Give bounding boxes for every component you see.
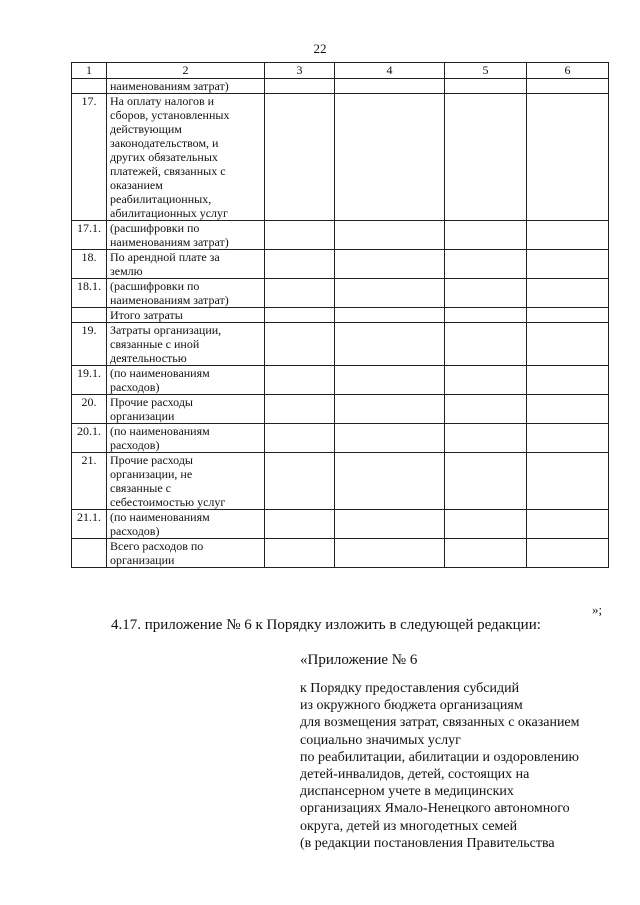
cost-item-line: По арендной плате за bbox=[110, 250, 220, 264]
value-cell bbox=[335, 79, 445, 94]
row-number: 17.1. bbox=[72, 221, 107, 250]
appendix-line: из окружного бюджета организациям bbox=[300, 698, 523, 714]
cost-item-line: себестоимостью услуг bbox=[110, 495, 226, 509]
cost-item-line: платежей, связанных с bbox=[110, 164, 226, 178]
value-cell bbox=[527, 366, 609, 395]
value-cell bbox=[527, 453, 609, 510]
table-row bbox=[72, 510, 609, 539]
value-cell bbox=[445, 453, 527, 510]
appendix-line: организациях Ямало-Ненецкого автономного bbox=[300, 801, 570, 817]
value-cell bbox=[445, 279, 527, 308]
table-body bbox=[72, 63, 609, 568]
value-cell bbox=[527, 395, 609, 424]
appendix-line: к Порядку предоставления субсидий bbox=[300, 681, 520, 696]
value-cell bbox=[527, 221, 609, 250]
column-header: 4 bbox=[335, 63, 445, 79]
value-cell bbox=[527, 94, 609, 221]
value-cell bbox=[445, 539, 527, 568]
value-cell bbox=[335, 94, 445, 221]
cost-item-name bbox=[107, 323, 265, 366]
cost-item-line: абилитационных услуг bbox=[110, 206, 228, 220]
cost-item-line: связанные с bbox=[110, 481, 171, 495]
value-cell bbox=[445, 308, 527, 323]
column-header: 3 bbox=[265, 63, 335, 79]
value-cell bbox=[265, 424, 335, 453]
appendix-title: «Приложение № 6 bbox=[300, 652, 418, 668]
appendix-line: социально значимых услуг bbox=[300, 732, 461, 748]
cost-item-line: организации bbox=[110, 409, 175, 423]
row-number: 20. bbox=[72, 395, 107, 424]
cost-item-line: (по наименованиям bbox=[110, 510, 210, 524]
cost-item-line: действующим bbox=[110, 122, 182, 136]
table-row bbox=[72, 366, 609, 395]
cost-item-line: сборов, установленных bbox=[110, 108, 230, 122]
value-cell bbox=[335, 424, 445, 453]
value-cell bbox=[335, 539, 445, 568]
value-cell bbox=[265, 539, 335, 568]
value-cell bbox=[265, 221, 335, 250]
appendix-line: детей-инвалидов, детей, состоящих на bbox=[300, 767, 530, 783]
table-row bbox=[72, 395, 609, 424]
value-cell bbox=[335, 323, 445, 366]
value-cell bbox=[335, 221, 445, 250]
cost-item-line: реабилитационных, bbox=[110, 192, 212, 206]
cost-item-name bbox=[107, 79, 265, 94]
row-number: 18.1. bbox=[72, 279, 107, 308]
value-cell bbox=[445, 323, 527, 366]
closing-quote: »; bbox=[592, 602, 603, 617]
value-cell bbox=[445, 424, 527, 453]
value-cell bbox=[335, 366, 445, 395]
table-row bbox=[72, 424, 609, 453]
cost-item-name bbox=[107, 539, 265, 568]
cost-item-name bbox=[107, 510, 265, 539]
row-number: 17. bbox=[72, 94, 107, 221]
cost-item-line: расходов) bbox=[110, 524, 160, 538]
cost-item-line: других обязательных bbox=[110, 150, 218, 164]
cost-item-line: (по наименованиям bbox=[110, 366, 210, 380]
cost-item-name bbox=[107, 395, 265, 424]
value-cell bbox=[335, 395, 445, 424]
value-cell bbox=[527, 323, 609, 366]
cost-item-name bbox=[107, 308, 265, 323]
cost-item-line: землю bbox=[110, 264, 143, 278]
cost-item-line: Итого затраты bbox=[110, 308, 183, 322]
appendix-line: по реабилитации, абилитации и оздоровлению bbox=[300, 749, 579, 765]
column-header: 1 bbox=[72, 63, 107, 79]
cost-item-name bbox=[107, 279, 265, 308]
value-cell bbox=[335, 308, 445, 323]
cost-item-line: (расшифровки по bbox=[110, 221, 200, 235]
row-number: 21.1. bbox=[72, 510, 107, 539]
value-cell bbox=[445, 395, 527, 424]
table-header-row bbox=[72, 63, 609, 79]
value-cell bbox=[445, 510, 527, 539]
appendix-line: для возмещения затрат, связанных с оказанием bbox=[300, 715, 580, 731]
value-cell bbox=[335, 279, 445, 308]
value-cell bbox=[265, 94, 335, 221]
value-cell bbox=[265, 453, 335, 510]
value-cell bbox=[527, 510, 609, 539]
table-row bbox=[72, 79, 609, 94]
table-row bbox=[72, 279, 609, 308]
cost-item-line: расходов) bbox=[110, 438, 160, 452]
cost-item-name bbox=[107, 221, 265, 250]
cost-item-line: расходов) bbox=[110, 380, 160, 394]
row-number bbox=[72, 308, 107, 323]
cost-item-line: организации, не bbox=[110, 467, 193, 481]
cost-item-line: Затраты организации, bbox=[110, 323, 222, 337]
row-number bbox=[72, 79, 107, 94]
value-cell bbox=[445, 79, 527, 94]
table-row bbox=[72, 250, 609, 279]
column-header: 2 bbox=[107, 63, 265, 79]
cost-table bbox=[71, 62, 609, 568]
cost-item-name bbox=[107, 453, 265, 510]
cost-item-name bbox=[107, 424, 265, 453]
value-cell bbox=[335, 250, 445, 279]
column-header: 6 bbox=[527, 63, 609, 79]
value-cell bbox=[335, 453, 445, 510]
cost-item-line: деятельностью bbox=[110, 351, 187, 365]
cost-item-line: (расшифровки по bbox=[110, 279, 200, 293]
appendix-line: округа, детей из многодетных семей bbox=[300, 818, 518, 834]
table-row bbox=[72, 323, 609, 366]
value-cell bbox=[265, 366, 335, 395]
value-cell bbox=[527, 424, 609, 453]
page-number: 22 bbox=[313, 41, 327, 56]
value-cell bbox=[445, 221, 527, 250]
cost-item-name bbox=[107, 366, 265, 395]
cost-item-line: наименованиям затрат) bbox=[110, 293, 229, 307]
value-cell bbox=[265, 395, 335, 424]
value-cell bbox=[265, 510, 335, 539]
value-cell bbox=[265, 308, 335, 323]
value-cell bbox=[265, 323, 335, 366]
value-cell bbox=[445, 250, 527, 279]
value-cell bbox=[265, 79, 335, 94]
value-cell bbox=[265, 250, 335, 279]
cost-item-line: Прочие расходы bbox=[110, 453, 193, 467]
cost-item-line: связанные с иной bbox=[110, 337, 200, 351]
value-cell bbox=[265, 279, 335, 308]
cost-item-line: законодательством, и bbox=[110, 136, 219, 150]
row-number bbox=[72, 539, 107, 568]
row-number: 19.1. bbox=[72, 366, 107, 395]
cost-item-name bbox=[107, 94, 265, 221]
cost-item-line: Всего расходов по bbox=[110, 539, 204, 553]
row-number: 18. bbox=[72, 250, 107, 279]
cost-item-line: наименованиям затрат) bbox=[110, 79, 229, 93]
cost-item-name bbox=[107, 250, 265, 279]
table-row bbox=[72, 539, 609, 568]
cost-item-line: (по наименованиям bbox=[110, 424, 210, 438]
appendix-line: диспансерном учете в медицинских bbox=[300, 784, 514, 800]
value-cell bbox=[527, 308, 609, 323]
value-cell bbox=[445, 94, 527, 221]
table-row bbox=[72, 308, 609, 323]
row-number: 20.1. bbox=[72, 424, 107, 453]
table-row bbox=[72, 453, 609, 510]
row-number: 19. bbox=[72, 323, 107, 366]
value-cell bbox=[527, 279, 609, 308]
column-header: 5 bbox=[445, 63, 527, 79]
table-row bbox=[72, 221, 609, 250]
cost-item-line: организации bbox=[110, 553, 175, 567]
value-cell bbox=[527, 539, 609, 568]
cost-item-line: наименованиям затрат) bbox=[110, 235, 229, 249]
table-row bbox=[72, 94, 609, 221]
value-cell bbox=[527, 250, 609, 279]
appendix-text bbox=[300, 680, 580, 852]
cost-item-line: оказанием bbox=[110, 178, 163, 192]
row-number: 21. bbox=[72, 453, 107, 510]
amendment-instruction: 4.17. приложение № 6 к Порядку изложить в следующей редакции: bbox=[111, 617, 541, 633]
value-cell bbox=[527, 79, 609, 94]
value-cell bbox=[445, 366, 527, 395]
appendix-line: (в редакции постановления Правительства bbox=[300, 835, 555, 851]
cost-item-line: Прочие расходы bbox=[110, 395, 193, 409]
value-cell bbox=[335, 510, 445, 539]
cost-item-line: На оплату налогов и bbox=[110, 94, 215, 108]
